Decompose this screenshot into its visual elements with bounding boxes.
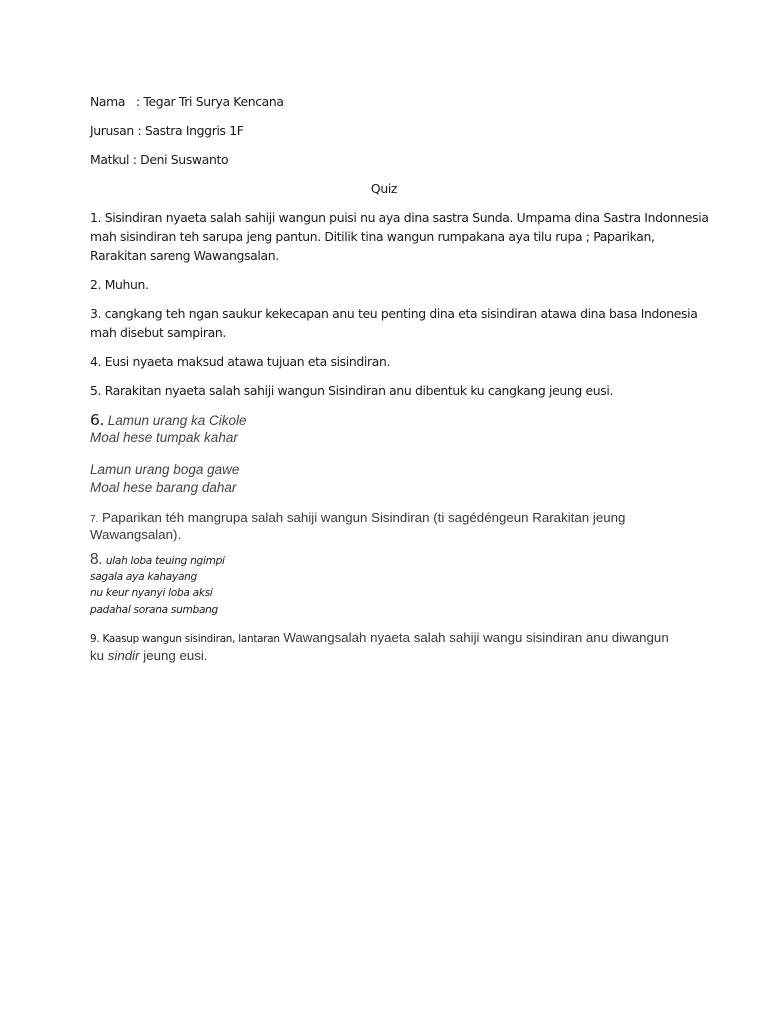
answer-9-line-2 [90,648,208,663]
answer-8-verse-3: nu keur nyanyi loba aksi [90,587,213,599]
answer-7-number: 7. [90,514,99,525]
jurusan-value: : Sastra Inggris 1F [137,123,244,138]
answer-6-verse-3: Lamun urang boga gawe [90,462,240,477]
answer-9-ku: ku [90,648,105,663]
matkul-value: : Deni Suswanto [132,152,229,167]
jurusan-label: Jurusan [90,123,134,138]
answer-7-line-1 [90,510,625,525]
answer-4: 4. Eusi nyaeta maksud atawa tujuan eta sisindiran. [90,354,391,369]
answer-7-line-2: Wawangsalan). [90,527,182,542]
answer-8-number: 8. [90,551,103,568]
answer-8-line-1 [90,551,225,569]
answer-6-verse-2: Moal hese tumpak kahar [90,430,238,445]
answer-3-line-2: mah disebut sampiran. [90,325,226,340]
answer-8-verse-1: ulah loba teuing ngimpi [105,555,225,567]
answer-2: 2. Muhun. [90,277,149,292]
answer-8-verse-2: sagala aya kahayang [90,571,197,583]
answer-1-line-1: 1. Sisindiran nyaeta salah sahiji wangun puisi nu aya dina sastra Sunda. Umpama dina Sastra Indonnesia [90,210,709,225]
answer-1-line-3: Rarakitan sareng Wawangsalan. [90,248,279,263]
matkul-line [90,152,228,167]
answer-3-line-1: 3. cangkang teh ngan saukur kekecapan anu teu penting dina eta sisindiran atawa dina basa Indonesia [90,306,698,321]
nama-value: : Tegar Tri Surya Kencana [136,94,284,109]
answer-6-number: 6. [90,411,105,429]
answer-5: 5. Rarakitan nyaeta salah sahiji wangun Sisindiran anu dibentuk ku cangkang jeung eusi. [90,383,614,398]
answer-6-verse-4: Moal hese barang dahar [90,480,237,495]
answer-1-line-2: mah sisindiran teh sarupa jeng pantun. Ditilik tina wangun rumpakana aya tilu rupa ; Paparikan, [90,229,655,244]
matkul-label: Matkul [90,152,130,167]
answer-9-sindir: sindir [107,648,140,663]
answer-9-line-1 [90,630,669,645]
jurusan-line [90,123,244,138]
answer-8-verse-4: padahal sorana sumbang [90,604,218,616]
answer-6-verse-1: Lamun urang ka Cikole [107,413,247,428]
nama-line [90,94,284,109]
answer-6-line-1 [90,411,247,429]
page-title: Quiz [370,181,398,196]
nama-label: Nama [90,94,126,109]
answer-7-text-1: Paparikan téh mangrupa salah sahiji wangun Sisindiran (ti sagédéngeun Rarakitan jeung [102,510,626,525]
answer-9-prefix: 9. Kaasup wangun sisindiran, lantaran [90,633,280,645]
answer-9-text-1: Wawangsalah nyaeta salah sahiji wangu sisindiran anu diwangun [283,630,669,645]
answer-9-end: jeung eusi. [143,648,208,663]
